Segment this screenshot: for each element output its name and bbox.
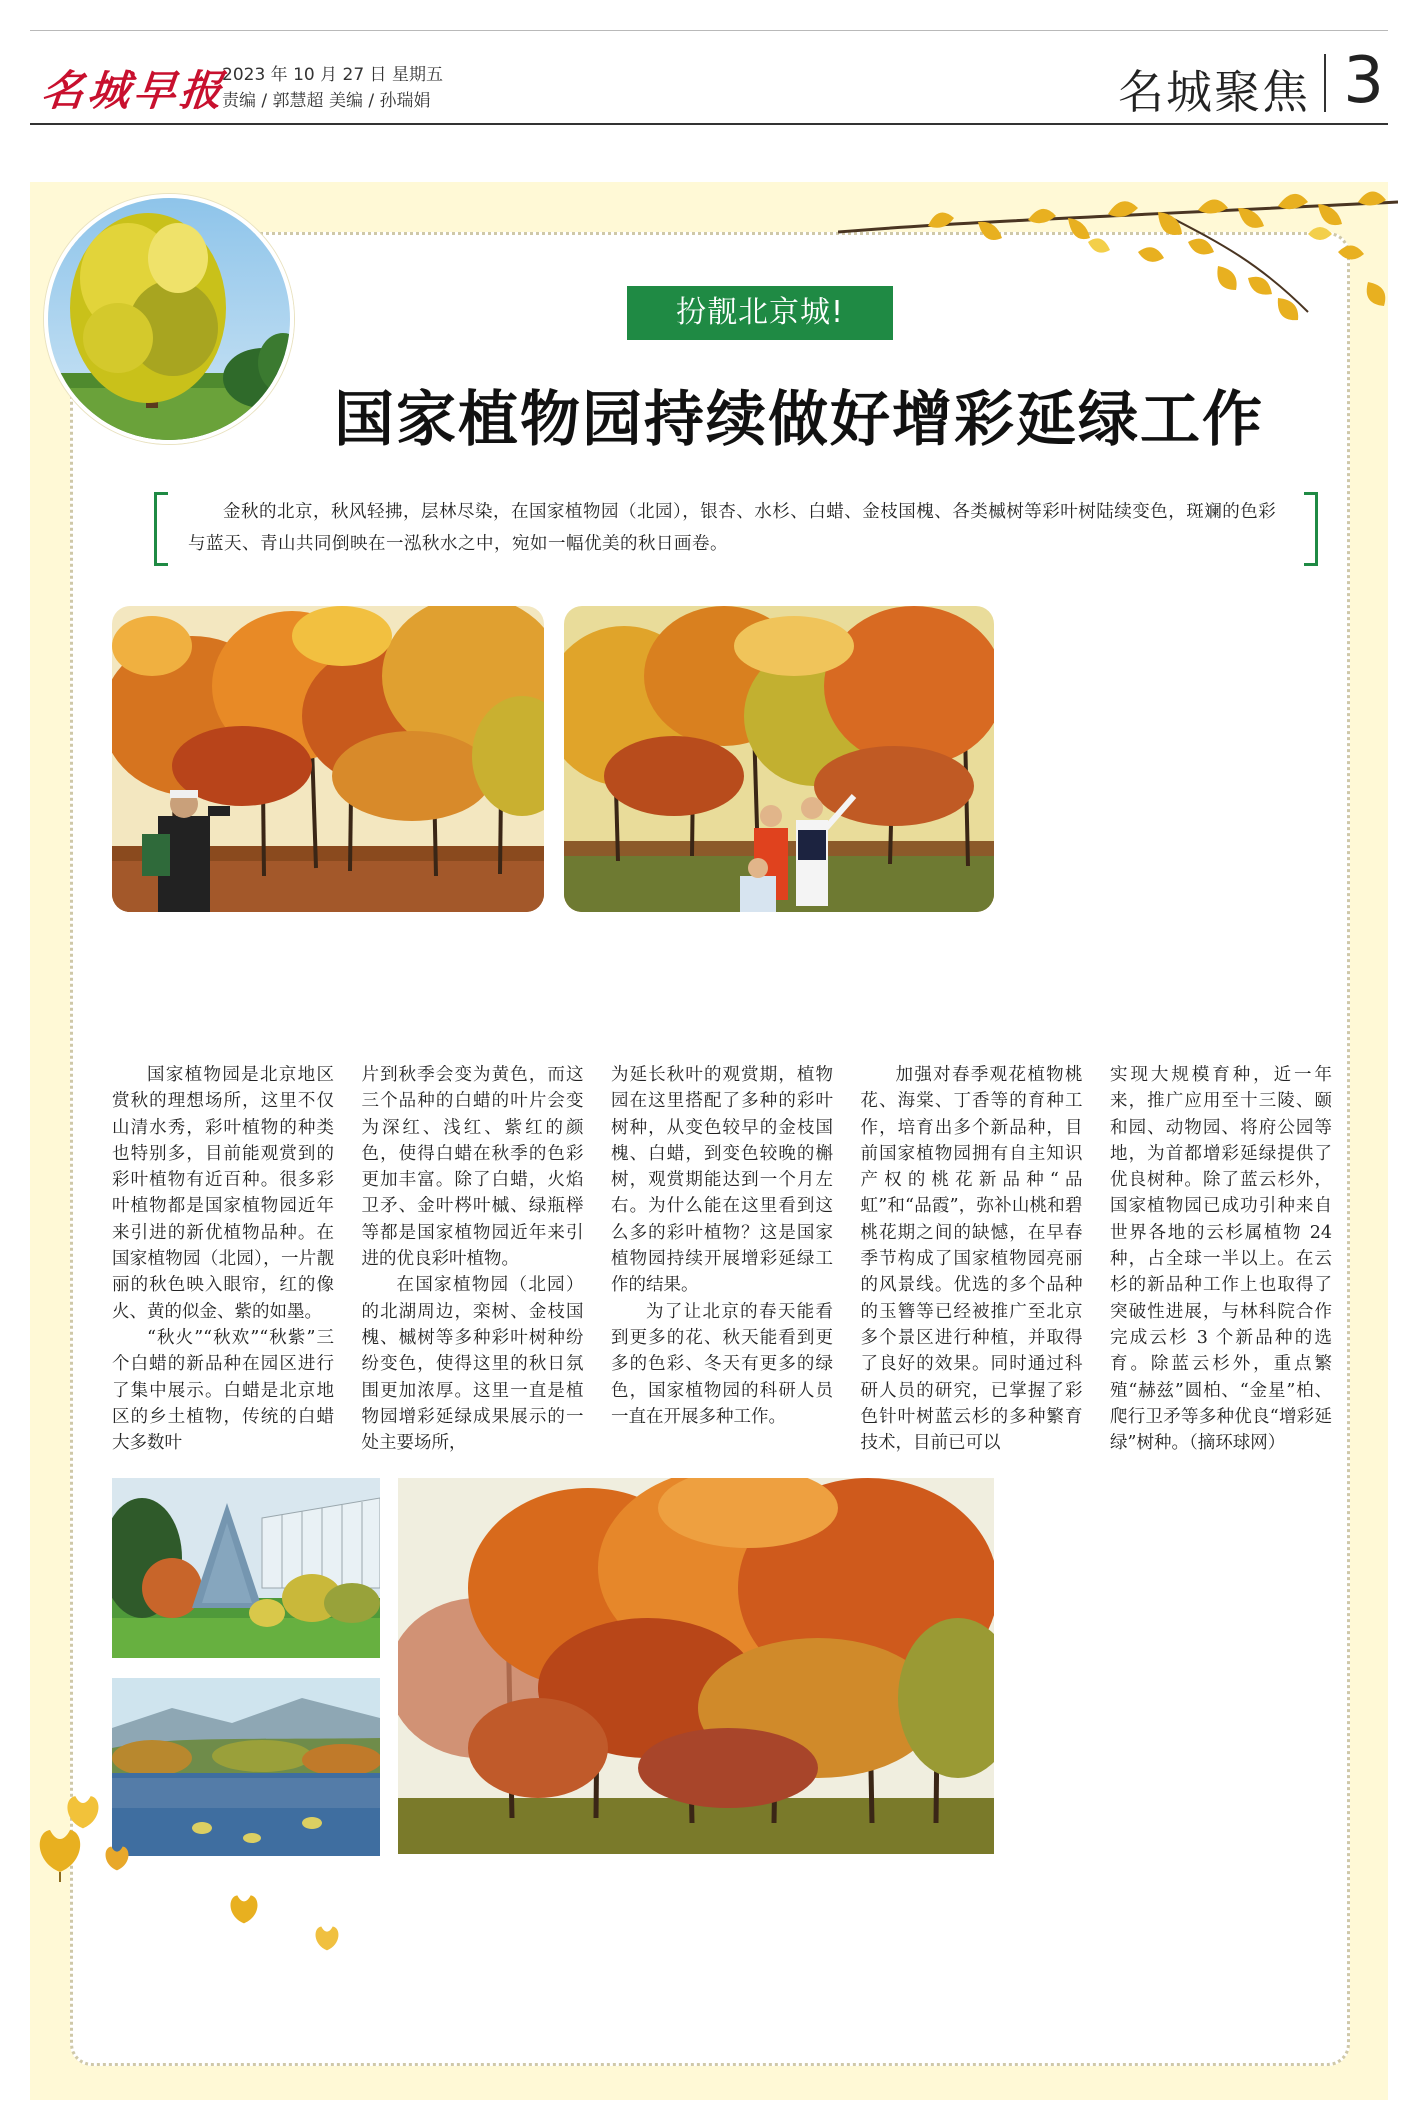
editors-line: 责编 / 郭慧超 美编 / 孙瑞娟 [222, 91, 431, 111]
ginkgo-leaf-icon [310, 1922, 344, 1956]
conservatory-blue-spruce-photo [112, 1478, 380, 1658]
paragraph: 在国家植物园（北园）的北湖周边，栾树、金枝国槐、槭树等多种彩叶树种纷纷变色，使得这里的秋日氛围更加浓厚。这里一直是植物园增彩延绿成果展示的一处主要场所， [361, 1275, 584, 1454]
lede-box [154, 492, 1318, 566]
page-header [30, 40, 1388, 122]
text-column-2 [362, 1062, 584, 1454]
paragraph: 片到秋季会变为黄色，而这三个品种的白蜡的叶片会变为深红、浅红、紫红的颜色，使得白蜡在秋季的色彩更加丰富。除了白蜡，火焰卫矛、金叶梣叶槭、绿瓶榉等都是国家植物园近年来引进的优良彩叶植物。 [361, 1065, 584, 1270]
paragraph: 为延长秋叶的观赏期，植物园在这里搭配了多种的彩叶树种，从变色较早的金枝国槐、白蜡，到变色较晚的槲树，观赏期能达到一个月左右。为什么能在这里看到这么多的彩叶植物？这是国家植物园持续开展增彩延绿工作的结果。 [611, 1065, 833, 1296]
maple-forest-visitors-photo [564, 606, 994, 912]
page-number: 3 [1343, 44, 1384, 118]
paragraph: 为了让北京的春天能看到更多的花、秋天能看到更多的色彩、冬天有更多的绿色，国家植物园的科研人员一直在开展多种工作。 [611, 1301, 833, 1427]
text-column-3 [611, 1062, 833, 1454]
red-maple-grove-photo [398, 1478, 994, 1854]
ginkgo-branch-decoration [838, 182, 1398, 342]
text-column-4 [861, 1062, 1083, 1454]
article-body [112, 1062, 1332, 1454]
paragraph: 实现大规模育种，近一年来，推广应用至十三陵、颐和园、动物园、将府公园等地，为首都增彩延绿提供了优良树种。除了蓝云杉外，国家植物园已成功引种来自世界各地的云杉属植物 24 种，占全球一半以上。在云杉的新品种工作上也取得了突破性进展，与林科院合作完成云杉 3 个新品种的选育。除蓝云杉外，重点繁殖“赫兹”圆柏、“金星”柏、爬行卫矛等多种优良“增彩延绿”树种。（摘环球网） [1110, 1065, 1332, 1454]
right-bracket [1304, 492, 1318, 566]
text-column-5 [1110, 1062, 1332, 1454]
issue-meta [222, 62, 443, 114]
section-name: 名城聚焦 [1118, 65, 1310, 119]
header-rule [30, 123, 1388, 125]
date-line: 2023 年 10 月 27 日 星期五 [222, 65, 443, 85]
ginkgo-tree-photo [44, 194, 294, 444]
maple-forest-photographer-photo [112, 606, 544, 912]
text-column-1 [112, 1062, 334, 1454]
top-rule [30, 30, 1388, 31]
masthead-logo: 名城早报 [39, 66, 229, 115]
paragraph: 加强对春季观花植物桃花、海棠、丁香等的育种工作，培育出多个新品种，目前国家植物园拥有自主知识产权的桃花新品种“品虹”和“品霞”，弥补山桃和碧桃花期之间的缺憾，在早春季节构成了国家植物园亮丽的风景线。优选的多个品种的玉簪等已经被推广至北京多个景区进行种植，并取得了良好的效果。同时通过科研人员的研究，已掌握了彩色针叶树蓝云杉的多种繁育技术，目前已可以 [860, 1065, 1083, 1454]
ginkgo-leaf-icon [100, 1842, 134, 1876]
ginkgo-leaf-icon [224, 1890, 264, 1930]
topic-tag: 扮靓北京城! [627, 286, 893, 340]
section-divider [1324, 54, 1326, 112]
article-headline: 国家植物园持续做好增彩延绿工作 [334, 385, 1264, 455]
ginkgo-leaf-icon [60, 1790, 106, 1836]
feature-panel [30, 182, 1388, 2100]
paragraph: “秋火”“秋欢”“秋紫”三个白蜡的新品种在园区进行了集中展示。白蜡是北京地区的乡土植物，传统的白蜡大多数叶 [112, 1327, 334, 1454]
north-lake-photo [112, 1678, 380, 1856]
lede-text: 金秋的北京，秋风轻拂，层林尽染，在国家植物园（北园），银杏、水杉、白蜡、金枝国槐、各类槭树等彩叶树陆续变色，斑斓的色彩与蓝天、青山共同倒映在一泓秋水之中，宛如一幅优美的秋日画卷。 [188, 502, 1277, 554]
paragraph: 国家植物园是北京地区赏秋的理想场所，这里不仅山清水秀，彩叶植物的种类也特别多，目前能观赏到的彩叶植物有近百种。很多彩叶植物都是国家植物园近年来引进的新优植物品种。在国家植物园（北园），一片靓丽的秋色映入眼帘，红的像火、黄的似金、紫的如墨。 [112, 1065, 334, 1322]
left-bracket [154, 492, 168, 566]
